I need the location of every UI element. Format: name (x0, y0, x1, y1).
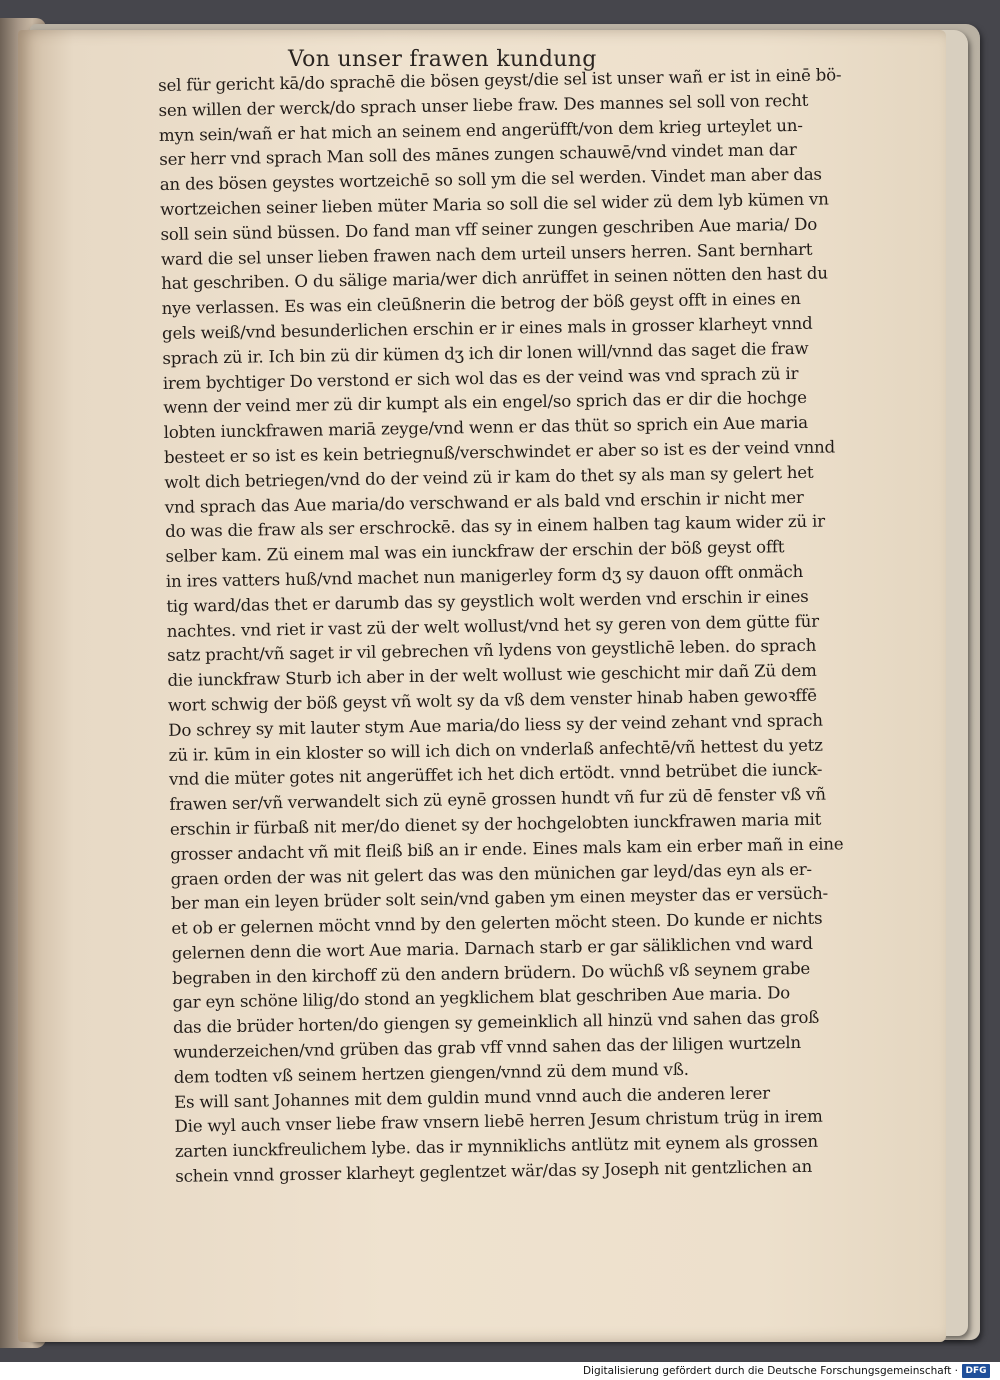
text-line: Die wyl auch vnser liebe fraw vnsern liebē herren Jesum christum trüg in irem (174, 1107, 823, 1137)
text-line: begraben in den kirchoff zü den andern brüdern. Do wüchß vß seynem grabe (172, 958, 811, 988)
text-line: sel für gericht kā/do sprachē die bösen geyst/die sel ist unser wañ er ist in einē bö- (158, 65, 842, 95)
running-head: Von unser frawen kundung (288, 47, 597, 72)
text-line: wortzeichen seiner lieben müter Maria so soll die sel wider zü dem lyb kümen vn (159, 189, 829, 219)
text-line: vnd sprach das Aue maria/do verschwand er als bald vnd erschin ir nicht mer (164, 487, 804, 517)
text-line: gels weiß/vnd besunderlichen erschin er ir eines mals in grosser klarheyt vnnd (161, 313, 813, 343)
text-line: satz pracht/vñ saget ir vil gebrechen vñ lydens von geystlichē leben. do sprach (166, 636, 817, 666)
text-line: zarten iunckfreulichem lybe. das ir mynniklichs antlütz mit eynem als grossen (174, 1132, 819, 1162)
funding-credit: Digitalisierung gefördert durch die Deutsche Forschungsgemeinschaft · (582, 1365, 958, 1377)
text-line: do was die fraw als ser erschrockē. das sy in einem halben tag kaum wider zü ir (165, 511, 826, 542)
text-line: dem todten vß seinem hertzen giengen/vnnd zü dem mund vß. (173, 1059, 689, 1087)
text-line: Es will sant Johannes mit dem guldin mund vnnd auch die anderen lerer (174, 1083, 770, 1112)
text-line: grosser andacht vñ mit fleiß biß an ir ende. Eines mals kam ein erber mañ in eine (170, 834, 844, 864)
text-line: gar eyn schöne lilig/do stond an yegklichem blat geschriben Aue maria. Do (172, 983, 791, 1013)
text-line: soll sein sünd büssen. Do fand man vff seiner zungen geschriben Aue maria/ Do (160, 214, 818, 244)
text-line: in ires vatters huß/vnd machet nun manigerley form dʒ sy dauon offt onmäch (165, 561, 804, 591)
text-line: tig ward/das thet er darumb das sy geystlich wolt werden vnd erschin ir eines (166, 586, 809, 616)
text-line: lobten iunckfrawen mariā zeyge/vnd wenn er das thüt so sprich ein Aue maria (163, 412, 809, 443)
text-line: sprach zü ir. Ich bin zü dir kümen dʒ ich dir lonen will/vnnd das saget die fraw (162, 338, 809, 368)
text-line: frawen ser/vñ verwandelt sich zü eynē grossen hundt vñ fur zü dē fenster vß vñ (169, 784, 826, 815)
text-line: nachtes. vnd riet ir vast zü der welt wollust/vnd het sy geren von dem gütte für (166, 611, 820, 641)
text-line: hat geschriben. O du sälige maria/wer dich anrüffet in seinen nötten den hast du (161, 263, 828, 294)
dfg-logo: DFG (962, 1364, 990, 1378)
text-line: selber kam. Zü einem mal was ein iunckfraw der erschin der böß geyst offt (165, 537, 785, 567)
text-line: Do schrey sy mit lauter stym Aue maria/do liess sy der veind zehant vnd sprach (168, 710, 823, 740)
text-line: ber man ein leyen brüder solt sein/vnd gaben ym einen meyster das er versüch- (170, 883, 829, 914)
text-line: zü ir. kūm in ein kloster so will ich dich on vnderlaß anfechtē/vñ hettest du yetz (168, 735, 823, 765)
body-text (158, 63, 895, 1190)
text-line: erschin ir fürbaß nit mer/do dienet sy der hochgelobten iunckfrawen maria mit (169, 809, 822, 839)
text-line: ser herr vnd sprach Man soll des mānes zungen schauwē/vnd vindet man dar (159, 140, 797, 170)
text-line: schein vnnd grosser klarheyt geglentzet wär/das sy Joseph nit gentzlichen an (175, 1156, 813, 1186)
text-line: wunderzeichen/vnd grüben das grab vff vnnd sahen das der liligen wurtzeln (173, 1033, 802, 1062)
folio-number (906, 44, 946, 66)
text-line: besteet er so ist es kein betriegnuß/verschwindet er aber so ist es der veind vnnd (163, 437, 836, 467)
text-line: irem bychtiger Do verstond er sich wol das es der veind was vnd sprach zü ir (162, 363, 799, 393)
text-line: nye verlassen. Es was ein cleūßnerin die betrog der böß geyst offt in eines en (161, 289, 801, 319)
text-line: das die brüder horten/do giengen sy gemeinklich all hinzü vnd sahen das groß (172, 1008, 820, 1038)
text-line: die iunckfraw Sturb ich aber in der welt wollust wie geschicht mir dañ Zü dem (167, 660, 817, 691)
text-line: ward die sel unser lieben frawen nach dem urteil unsers herren. Sant bernhart (160, 239, 813, 269)
text-line: graen orden der was nit gelert das was den münichen gar leyd/das eyn als er- (170, 859, 813, 889)
text-line: myn sein/wañ er hat mich an seinem end angerüfft/von dem krieg urteylet un- (158, 115, 803, 145)
text-line: et ob er gelernen möcht vnnd by den gelerten möcht steen. Do kunde er nichts (171, 908, 823, 938)
text-line: gelernen denn die wort Aue maria. Darnach starb er gar säliklichen vnd ward (171, 933, 813, 963)
text-line: sen willen der werck/do sprach unser liebe fraw. Des mannes sel soll von recht (158, 90, 809, 120)
text-line: an des bösen geystes wortzeichē so soll ym die sel werden. Vindet man aber das (159, 164, 822, 195)
text-line: vnd die müter gotes nit angerüffet ich het dich ertödt. vnnd betrübet die iunck- (168, 759, 823, 790)
text-line: wolt dich betriegen/vnd do der veind zü ir kam do thet sy als man sy gelert het (164, 462, 814, 492)
text-line: wort schwig der böß geyst vñ wolt sy da vß dem venster hinab haben gewoꝛffē (167, 685, 817, 715)
text-line: wenn der veind mer zü dir kumpt als ein engel/so sprich das er dir die hochge (163, 388, 807, 418)
